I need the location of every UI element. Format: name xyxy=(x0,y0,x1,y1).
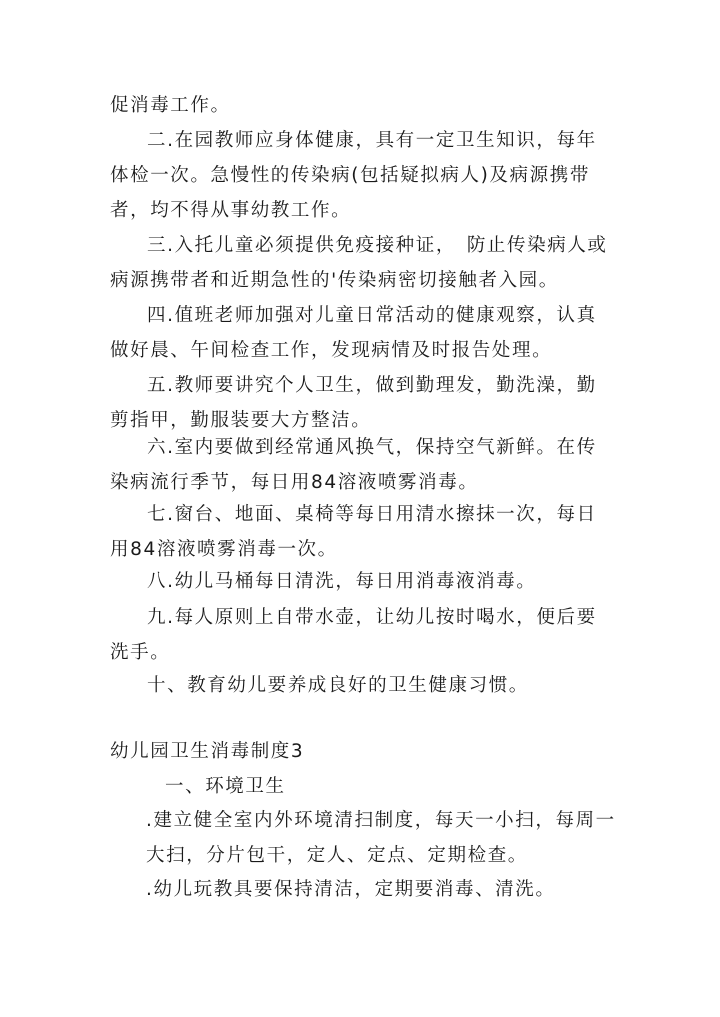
paragraph-item-4: 四.值班老师加强对儿童日常活动的健康观察，认真做好晨、午间检查工作，发现病情及时报告处理。 xyxy=(110,305,597,361)
paragraph-item-7: 七.窗台、地面、桌椅等每日用清水擦抹一次，每日用84溶液喷雾消毒一次。 xyxy=(110,504,597,560)
section-title: 幼儿园卫生消毒制度3 xyxy=(110,741,305,762)
paragraph-item-5: 五.教师要讲究个人卫生，做到勤理发，勤洗澡，勤剪指甲，勤服装要大方整洁。 xyxy=(110,375,597,431)
paragraph-item-10: 十、教育幼儿要养成良好的卫生健康习惯。 xyxy=(147,675,529,696)
subsection-title: 一、环境卫生 xyxy=(165,776,286,797)
sub-paragraph-1: .建立健全室内外环境清扫制度，每天一小扫，每周一大扫，分片包干，定人、定点、定期检查。 xyxy=(146,810,616,866)
paragraph-item-9: 九.每人原则上自带水壶，让幼儿按时喝水，便后要洗手。 xyxy=(110,607,597,663)
paragraph-item-8: 八.幼儿马桶每日清洗，每日用消毒液消毒。 xyxy=(147,571,537,592)
paragraph-item-6: 六.室内要做到经常通风换气，保持空气新鲜。在传染病流行季节，每日用84溶液喷雾消毒。 xyxy=(110,437,597,493)
paragraph-item-3: 三.入托儿童必须提供免疫接种证， 防止传染病人或病源携带者和近期急性的'传染病密切接触者入园。 xyxy=(110,235,608,291)
paragraph-item-2: 二.在园教师应身体健康，具有一定卫生知识，每年体检一次。急慢性的传染病(包括疑拟病人)及病源携带者，均不得从事幼教工作。 xyxy=(110,130,597,221)
sub-paragraph-2: .幼儿玩教具要保持清洁，定期要消毒、清洗。 xyxy=(146,879,556,900)
paragraph-continuation: 促消毒工作。 xyxy=(110,95,231,116)
